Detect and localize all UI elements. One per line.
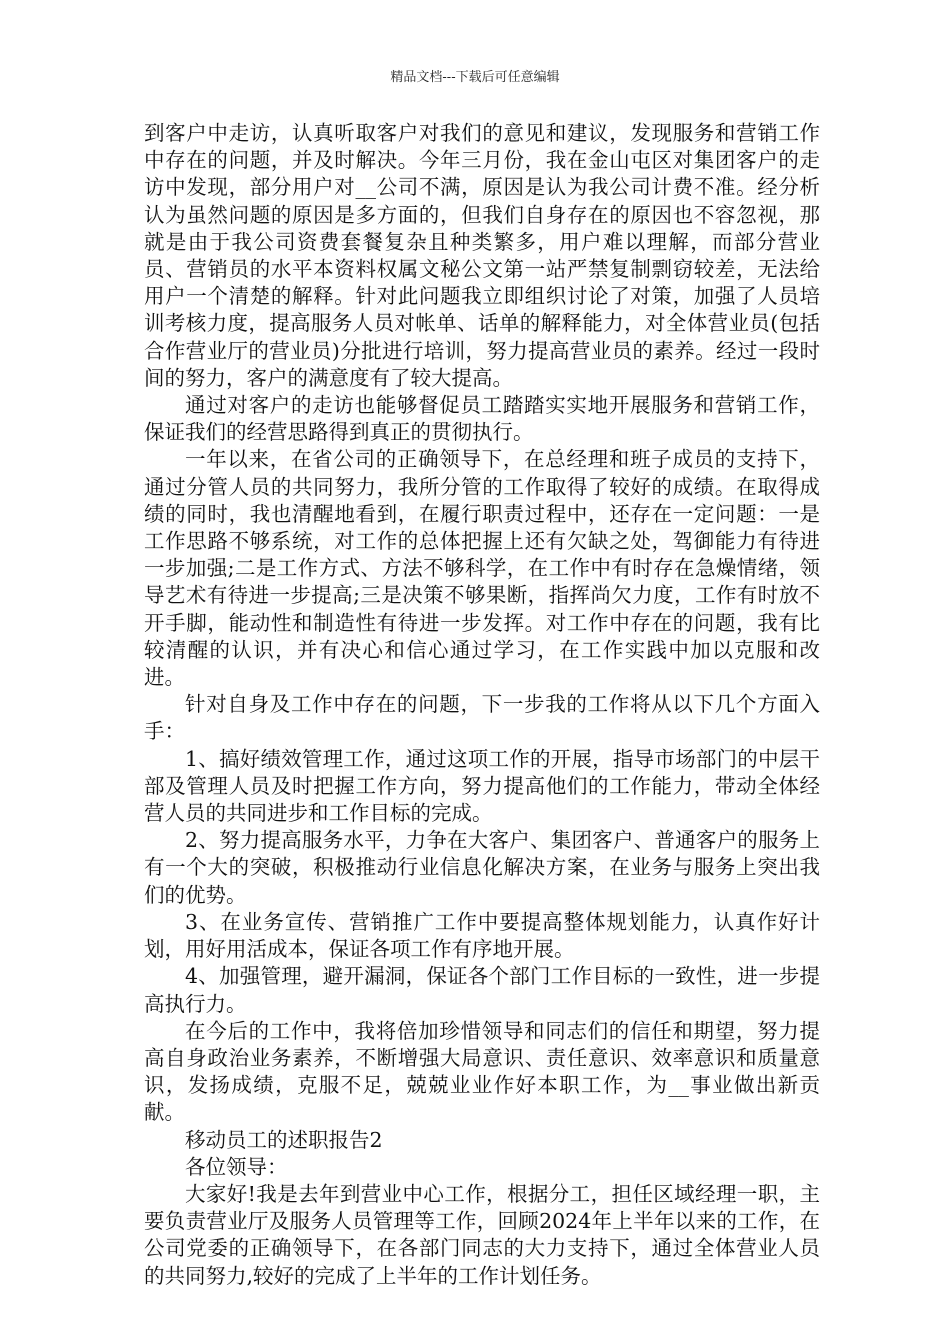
list-item: 4、加强管理，避开漏洞，保证各个部门工作目标的一致性，进一步提高执行力。 <box>144 964 820 1016</box>
list-item: 2、努力提高服务水平，力争在大客户、集团客户、普通客户的服务上有一个大的突破，积极推动行业信息化解决方案，在业务与服务上突出我们的优势。 <box>144 828 820 907</box>
paragraph: 大家好!我是去年到营业中心工作，根据分工，担任区域经理一职，主要负责营业厅及服务人员管理等工作，回顾2024年上半年以来的工作，在公司党委的正确领导下，在各部门同志的大力支持下，通过全体营业人员的共同努力,较好的完成了上半年的工作计划任务。 <box>144 1181 820 1288</box>
page-header: 精品文档---下载后可任意编辑 <box>390 70 560 85</box>
salutation: 各位领导： <box>185 1154 288 1179</box>
paragraph: 针对自身及工作中存在的问题，下一步我的工作将从以下几个方面入手： <box>144 692 820 744</box>
document-body <box>144 120 820 1290</box>
list-item: 1、搞好绩效管理工作，通过这项工作的开展，指导市场部门的中层干部及管理人员及时把握工作方向，努力提高他们的工作能力，带动全体经营人员的共同进步和工作目标的完成。 <box>144 746 820 826</box>
paragraph: 一年以来，在省公司的正确领导下，在总经理和班子成员的支持下，通过分管人员的共同努力，我所分管的工作取得了较好的成绩。在取得成绩的同时，我也清醒地看到，在履行职责过程中，还存在一定问题：一是工作思路不够系统，对工作的总体把握上还有欠缺之处，驾御能力有待进一步加强;二是工作方式、方法不够科学，在工作中有时存在急燥情绪，领导艺术有待进一步提高;三是决策不够果断，指挥尚欠力度，工作有时放不开手脚，能动性和制造性有待进一步发挥。对工作中存在的问题，我有比较清醒的认识，并有决心和信心通过学习，在工作实践中加以克服和改进。 <box>144 447 820 690</box>
section-title: 移动员工的述职报告2 <box>185 1127 383 1152</box>
paragraph: 在今后的工作中，我将倍加珍惜领导和同志们的信任和期望，努力提高自身政治业务素养，不断增强大局意识、责任意识、效率意识和质量意识，发扬成绩，克服不足，兢兢业业作好本职工作，为__事业做出新贡献。 <box>144 1018 820 1125</box>
paragraph: 通过对客户的走访也能够督促员工踏踏实实地开展服务和营销工作，保证我们的经营思路得到真正的贯彻执行。 <box>144 393 820 445</box>
list-item: 3、在业务宣传、营销推广工作中要提高整体规划能力，认真作好计划，用好用活成本，保证各项工作有序地开展。 <box>144 909 820 962</box>
paragraph: 到客户中走访，认真听取客户对我们的意见和建议，发现服务和营销工作中存在的问题，并及时解决。今年三月份，我在金山屯区对集团客户的走访中发现，部分用户对__公司不满，原因是认为我公司计费不准。经分析认为虽然问题的原因是多方面的，但我们自身存在的原因也不容忽视，那就是由于我公司资费套餐复杂且种类繁多，用户难以理解，而部分营业员、营销员的水平本资料权属文秘公文第一站严禁复制剽窃较差，无法给用户一个清楚的解释。针对此问题我立即组织讨论了对策，加强了人员培训考核力度，提高服务人员对帐单、话单的解释能力，对全体营业员(包括合作营业厅的营业员)分批进行培训，努力提高营业员的素养。经过一段时间的努力，客户的满意度有了较大提高。 <box>144 121 820 390</box>
